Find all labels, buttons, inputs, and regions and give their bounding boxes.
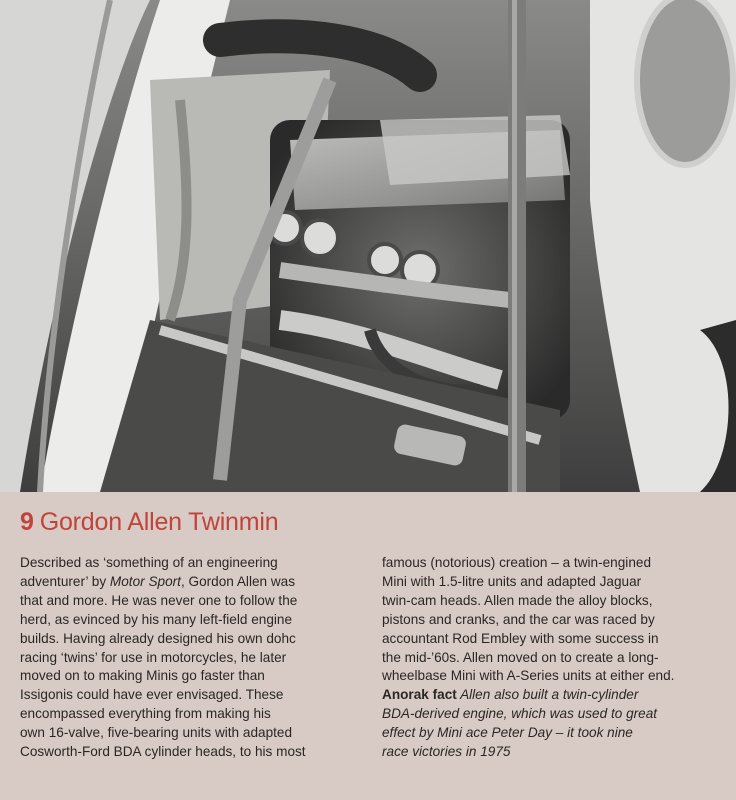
- body-line: accountant Rod Embley with some success in: [382, 630, 659, 646]
- left-column: [20, 554, 365, 762]
- fact-label: Anorak fact: [382, 687, 457, 703]
- fact-line: Anorak fact Allen also built a twin-cylinder: [382, 687, 639, 703]
- body-line: Described as ‘something of an engineering: [20, 555, 278, 570]
- article-title-text: Gordon Allen Twinmin: [39, 508, 279, 536]
- body-line: wheelbase Mini with A-Series units at either end.: [382, 668, 675, 684]
- article-number: 9: [20, 508, 34, 536]
- body-line: racing ‘twins’ for use in motorcycles, he later: [20, 649, 287, 665]
- body-line: pistons and cranks, and the car was raced by: [382, 611, 655, 627]
- body-line: Mini with 1.5-litre units and adapted Jaguar: [382, 573, 642, 589]
- body-line: adventurer’ by Motor Sport, Gordon Allen was: [20, 573, 296, 589]
- body-line: the mid-’60s. Allen moved on to create a long-: [382, 649, 659, 665]
- body-line: moved on to making Minis go faster than: [20, 668, 265, 684]
- fact-line: effect by Mini ace Peter Day – it took nine: [382, 725, 633, 741]
- body-line: Issigonis could have ever envisaged. These: [20, 687, 284, 703]
- fact-line: race victories in 1975: [382, 744, 511, 760]
- body-line: encompassed everything from making his: [20, 706, 271, 722]
- body-line: own 16-valve, five-bearing units with adapted: [20, 725, 293, 741]
- body-line: twin-cam heads. Allen made the alloy blocks,: [382, 592, 653, 608]
- right-column: [382, 554, 722, 762]
- fact-line: BDA-derived engine, which was used to great: [382, 706, 658, 722]
- body-line: that and more. He was never one to follow the: [20, 592, 298, 608]
- body-line: herd, as evinced by his many left-field engine: [20, 611, 293, 627]
- publication-name: Motor Sport: [109, 573, 181, 589]
- article-title: [20, 508, 278, 537]
- body-line: Cosworth-Ford BDA cylinder heads, to his most: [20, 744, 306, 760]
- article-panel: [0, 492, 736, 800]
- body-line: famous (notorious) creation – a twin-engined: [382, 555, 652, 570]
- body-line: builds. Having already designed his own dohc: [20, 630, 296, 646]
